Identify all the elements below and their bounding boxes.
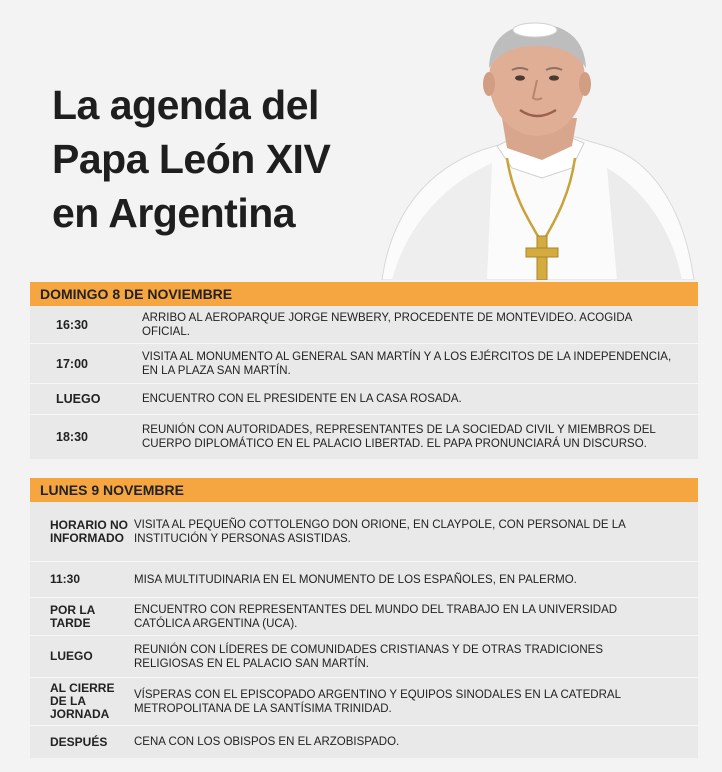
event-description: ENCUENTRO CON EL PRESIDENTE EN LA CASA ROSADA. (142, 393, 462, 405)
event-description: VISITA AL PEQUEÑO COTTOLENGO DON ORIONE, EN CLAYPOLE, CON PERSONAL DE LA INSTITUCIÓN Y PERSONAS ASISTIDAS. (134, 518, 626, 545)
event-time: 11:30 (50, 572, 81, 586)
page-title (52, 78, 330, 240)
event-description: ARRIBO AL AEROPARQUE JORGE NEWBERY, PROCEDENTE DE MONTEVIDEO. ACOGIDA OFICIAL. (142, 311, 632, 338)
event-description: MISA MULTITUDINARIA EN EL MONUMENTO DE LOS ESPAÑOLES, EN PALERMO. (134, 573, 577, 586)
event-time: 18:30 (56, 430, 88, 444)
event-time: HORARIO NO INFORMADO (50, 517, 128, 545)
list-item (30, 636, 698, 678)
day-header: DOMINGO 8 DE NOVIEMBRE (30, 282, 698, 306)
event-list (30, 502, 698, 758)
day-header: LUNES 9 NOVEMBRE (30, 478, 698, 502)
event-description: REUNIÓN CON AUTORIDADES, REPRESENTANTES DE LA SOCIEDAD CIVIL Y MIEMBROS DEL CUERPO DIPLOMÁTICO EN EL PALACIO LIBERTAD. EL PAPA PRONUNCIARÁ UN DISCURSO. (142, 424, 656, 450)
day-section-domingo (30, 282, 698, 459)
pope-portrait-icon (372, 18, 700, 280)
event-time: 17:00 (56, 356, 88, 371)
list-item (30, 562, 698, 598)
list-item (30, 502, 698, 562)
event-list (30, 306, 698, 459)
event-description: VÍSPERAS CON EL EPISCOPADO ARGENTINO Y EQUIPOS SINODALES EN LA CATEDRAL METROPOLITANA DE LA SANTÍSIMA TRINIDAD. (134, 688, 621, 715)
event-time: 16:30 (56, 317, 88, 332)
list-item (30, 678, 698, 726)
title-line-1: La agenda del (52, 82, 319, 128)
event-time: AL CIERRE DE LA JORNADA (50, 681, 115, 721)
list-item (30, 415, 698, 459)
event-time: POR LA TARDE (50, 602, 95, 630)
event-time: LUEGO (50, 649, 93, 663)
event-description: ENCUENTRO CON REPRESENTANTES DEL MUNDO DEL TRABAJO EN LA UNIVERSIDAD CATÓLICA ARGENTINA (UCA). (134, 603, 618, 630)
title-line-2: Papa León XIV (52, 136, 331, 182)
event-description: CENA CON LOS OBISPOS EN EL ARZOBISPADO. (134, 736, 400, 748)
event-time: LUEGO (56, 392, 101, 406)
list-item (30, 306, 698, 344)
list-item (30, 344, 698, 384)
list-item (30, 598, 698, 636)
list-item (30, 384, 698, 415)
list-item (30, 726, 698, 758)
title-line-3: en Argentina (52, 190, 296, 236)
event-time: DESPUÉS (50, 734, 108, 749)
day-section-lunes (30, 478, 698, 758)
event-description: REUNIÓN CON LÍDERES DE COMUNIDADES CRISTIANAS Y DE OTRAS TRADICIONES RELIGIOSAS EN EL PALACIO SAN MARTÍN. (134, 643, 604, 670)
event-description: VISITA AL MONUMENTO AL GENERAL SAN MARTÍN Y A LOS EJÉRCITOS DE LA INDEPENDENCIA, EN LA PLAZA SAN MARTÍN. (142, 350, 672, 377)
